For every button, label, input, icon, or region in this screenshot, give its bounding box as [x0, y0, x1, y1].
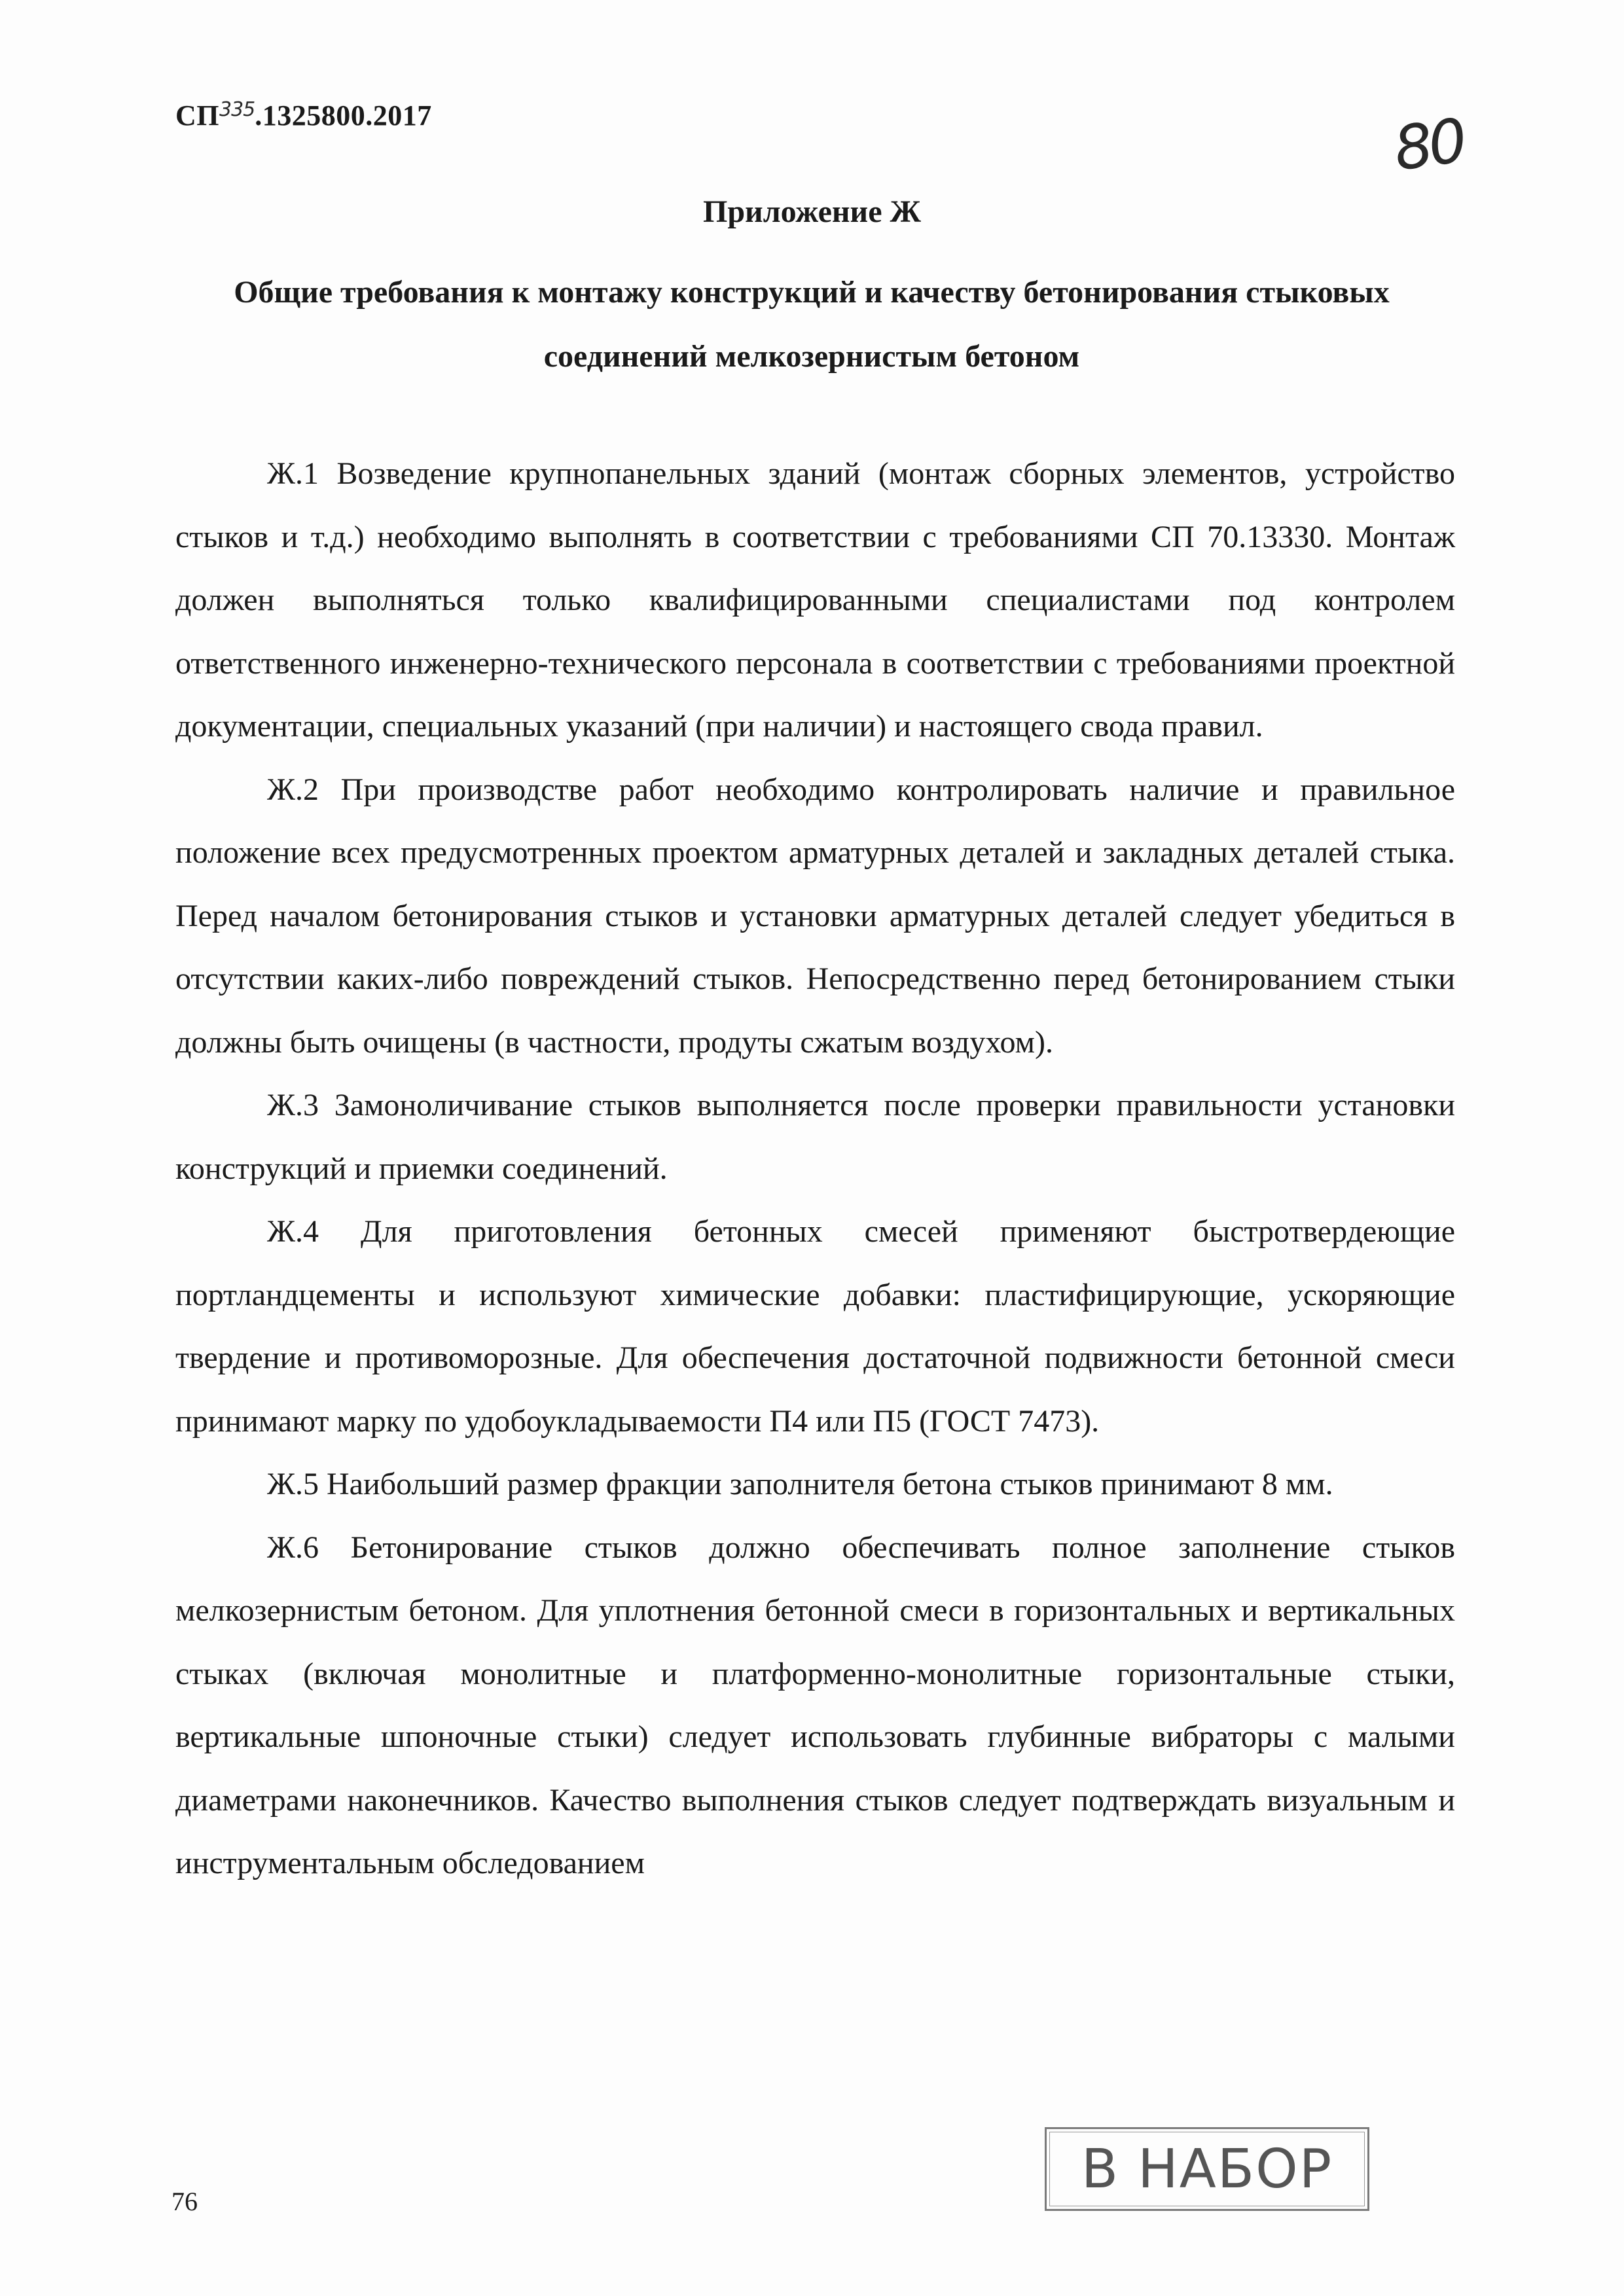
paragraph-zh6: Ж.6 Бетонирование стыков должно обеспечивать полное заполнение стыков мелкозернистым бетоном. Для уплотнения бетонной смеси в горизонтальных и вертикальных стыках (включая монолитные и платформенно-монолитные горизонтальные стыки, вертикальные шпоночные стыки) следует использовать глубинные вибраторы с малыми диаметрами наконечников. Качество выполнения стыков следует подтверждать визуальным и инструментальным обследованием — [175, 1530, 1455, 1880]
paragraph-zh4: Ж.4 Для приготовления бетонных смесей применяют быстротвердеющие портландцементы и используют химические добавки: пластифицирующие, ускоряющие твердение и противоморозные. Для обеспечения достаточной подвижности бетонной смеси принимают марку по удобоукладываемости П4 или П5 (ГОСТ 7473). — [175, 1214, 1455, 1439]
document-code — [175, 98, 432, 132]
body-text — [175, 442, 1455, 1895]
page-number: 76 — [171, 2187, 198, 2216]
paragraph-zh5: Ж.5 Наибольший размер фракции заполнителя бетона стыков принимают 8 мм. — [267, 1467, 1333, 1501]
appendix-title: Приложение Ж — [703, 194, 921, 229]
appendix-heading: Общие требования к монтажу конструкций и качеству бетонирования стыковых соединений мелкозернистым бетоном — [234, 275, 1390, 374]
paragraph-zh2: Ж.2 При производстве работ необходимо контролировать наличие и правильное положение всех предусмотренных проектом арматурных деталей и закладных деталей стыка. Перед началом бетонирования стыков и установки арматурных деталей следует убедиться в отсутствии каких-либо повреждений стыков. Непосредственно перед бетонированием стыки должны быть очищены (в частности, продуты сжатым воздухом). — [175, 772, 1455, 1060]
paragraph-zh1: Ж.1 Возведение крупнопанельных зданий (монтаж сборных элементов, устройство стыков и т.д.) необходимо выполнять в соответствии с требованиями СП 70.13330. Монтаж должен выполняться только квалифицированными специалистами под контролем ответственного инженерно-технического персонала в соответствии с требованиями проектной документации, специальных указаний (при наличии) и настоящего свода правил. — [175, 456, 1455, 744]
paragraph-zh3: Ж.3 Замоноличивание стыков выполняется после проверки правильности установки конструкций и приемки соединений. — [175, 1088, 1455, 1186]
stamp-text: В НАБОР — [1081, 2138, 1333, 2200]
handwritten-code-number: 335 — [219, 98, 255, 121]
document-code-prefix: СП — [175, 99, 219, 132]
v-nabor-stamp — [1045, 2127, 1369, 2211]
handwritten-sheet-number: 80 — [1390, 105, 1468, 185]
document-code-suffix: .1325800.2017 — [255, 99, 432, 132]
